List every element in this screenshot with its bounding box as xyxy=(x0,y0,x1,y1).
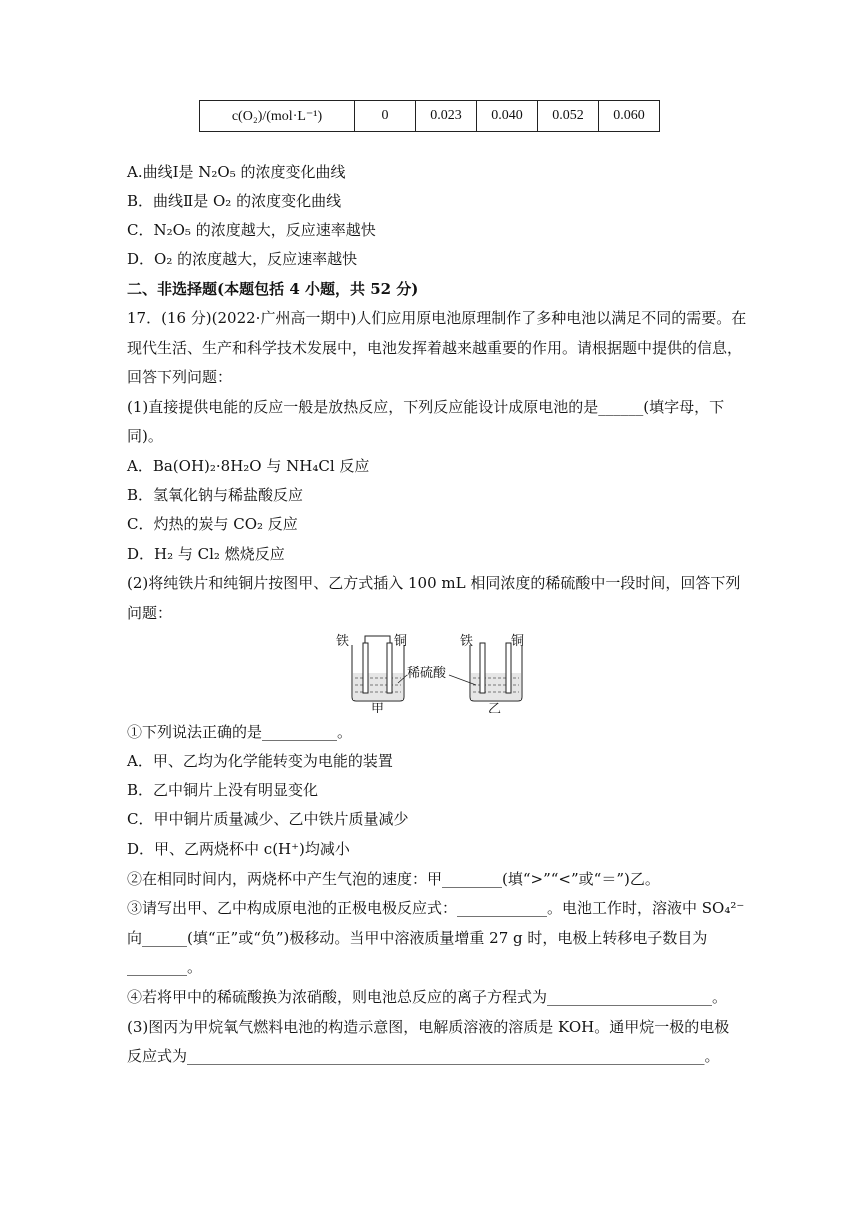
beaker-yi xyxy=(470,643,522,701)
q17-part2-line1: (2)将纯铁片和纯铜片按图甲、乙方式插入 100 mL 相同浓度的稀硫酸中一段时间，回答下列 xyxy=(127,574,741,592)
q17-stem-line1: 17．(16 分)(2022·广州高一期中)人们应用原电池原理制作了多种电池以满足不同的需要。在 xyxy=(127,309,747,327)
table-cell: 0 xyxy=(355,101,416,132)
q17-part1-line2: 同)。 xyxy=(127,427,163,445)
part1-option-d: D．H₂ 与 Cl₂ 燃烧反应 xyxy=(127,545,285,563)
q16-option-a: A.曲线Ⅰ是 N₂O₅ 的浓度变化曲线 xyxy=(127,163,346,181)
part1-option-b: B．氢氧化钠与稀盐酸反应 xyxy=(127,486,304,504)
section-heading: 二、非选择题(本题包括 4 小题，共 52 分) xyxy=(127,280,419,298)
table-cell: 0.040 xyxy=(477,101,538,132)
table-cell: 0.052 xyxy=(538,101,599,132)
q17-part3-line2: 反应式为_____________________________________________________________________。 xyxy=(127,1047,720,1065)
sub1-option-d: D．甲、乙两烧杯中 c(H⁺)均减小 xyxy=(127,840,350,858)
q17-part1-line1: (1)直接提供电能的反应一般是放热反应，下列反应能设计成原电池的是______(填字母，下 xyxy=(127,398,725,416)
q17-part3-line1: (3)图丙为甲烷氧气燃料电池的构造示意图，电解质溶液的溶质是 KOH。通甲烷一极的电极 xyxy=(127,1018,730,1036)
battery-figure xyxy=(330,633,530,713)
sub1-option-a: A．甲、乙均为化学能转变为电能的装置 xyxy=(127,752,393,770)
sub-question-3-line3: ________。 xyxy=(127,958,203,976)
sub1-option-b: B．乙中铜片上没有明显变化 xyxy=(127,781,319,799)
sub-question-1: ①下列说法正确的是__________。 xyxy=(127,723,353,741)
table-cell: 0.060 xyxy=(599,101,660,132)
part1-option-c: C．灼热的炭与 CO₂ 反应 xyxy=(127,515,298,533)
sub-question-4: ④若将甲中的稀硫酸换为浓硝酸，则电池总反应的离子方程式为______________________。 xyxy=(127,988,728,1006)
sub-question-2: ②在相同时间内，两烧杯中产生气泡的速度：甲________(填“>”“<”或“＝”)乙。 xyxy=(127,870,660,888)
label-iron-yi: 铁 xyxy=(460,634,474,649)
label-yi: 乙 xyxy=(488,702,502,713)
q16-option-b: B．曲线Ⅱ是 O₂ 的浓度变化曲线 xyxy=(127,192,342,210)
label-jia: 甲 xyxy=(371,702,385,713)
q16-option-d: D．O₂ 的浓度越大，反应速率越快 xyxy=(127,250,358,268)
label-acid: 稀硫酸 xyxy=(407,666,447,681)
sub-question-3-line2: 向______(填“正”或“负”)极移动。当甲中溶液质量增重 27 g 时，电极上转移电子数目为 xyxy=(127,929,708,947)
part1-option-a: A．Ba(OH)₂·8H₂O 与 NH₄Cl 反应 xyxy=(127,457,370,475)
table-row-label: c(O₂)/(mol·L⁻¹) xyxy=(200,101,355,132)
sub1-option-c: C．甲中铜片质量减少、乙中铁片质量减少 xyxy=(127,810,409,828)
table-row xyxy=(200,101,660,132)
sub-question-3-line1: ③请写出甲、乙中构成原电池的正极电极反应式：____________。电池工作时，溶液中 SO₄²⁻ xyxy=(127,899,745,917)
label-copper-jia: 铜 xyxy=(394,634,408,649)
q17-stem-line2: 现代生活、生产和科学技术发展中，电池发挥着越来越重要的作用。请根据题中提供的信息， xyxy=(127,339,743,357)
concentration-table xyxy=(199,100,660,132)
label-iron-jia: 铁 xyxy=(336,634,350,649)
table-cell: 0.023 xyxy=(416,101,477,132)
q17-part2-line2: 问题： xyxy=(127,604,173,622)
q17-stem-line3: 回答下列问题： xyxy=(127,368,233,386)
q16-option-c: C．N₂O₅ 的浓度越大，反应速率越快 xyxy=(127,221,376,239)
label-copper-yi: 铜 xyxy=(511,634,525,649)
